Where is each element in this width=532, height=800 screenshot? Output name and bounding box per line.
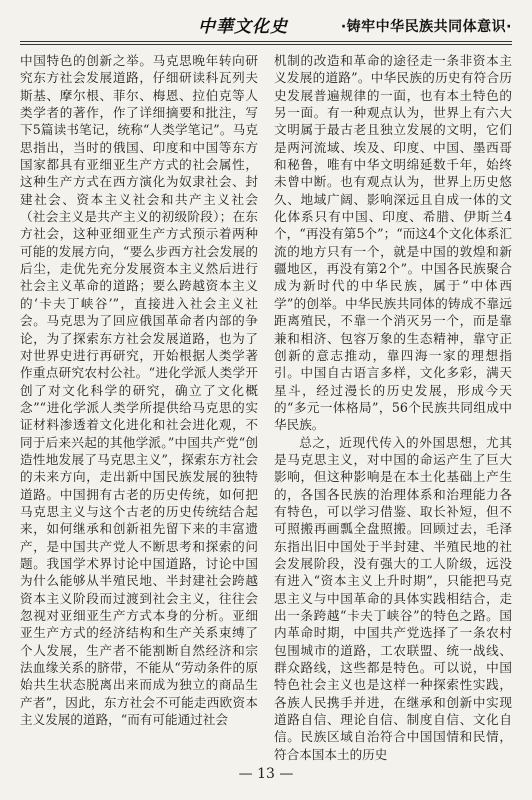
journal-logo: 中華文化史	[198, 17, 288, 37]
page-header	[20, 10, 512, 44]
right-paragraph-1: 机制的改造和革命的途径走一条非资本主义发展的道路”。中华民族的历史有符合历史发展普遍规律的一面，也有本土特色的另一面。有一种观点认为，世界上有六大文明属于最古老且独立发展的文明，它们是两河流域、埃及、印度、中国、墨西哥和秘鲁，唯有中华文明绵延数千年，始终未曾中断。也有观点认为，世界上历史悠久、地域广阔、影响深远且自成一体的文化体系只有中国、印度、希腊、伊斯兰4个，“再没有第5个”；“而这4个文化体系汇流的地方只有一个，就是中国的敦煌和新疆地区，再没有第2个”。中国各民族聚合成为新时代的中华民族，属于“中体西学”的创举。中华民族共同体的铸成不靠远距离殖民，不靠一个消灭另一个，而是靠兼和相济、包容万象的生态精神，靠守正创新的意志推动，靠四海一家的理想指引。中国自古语言多样，文化多彩，满天星斗，经过漫长的历史发展，形成今天的“多元一体格局”，56个民族共同组成中华民族。	[274, 53, 512, 433]
header-rule-bottom	[20, 44, 512, 45]
right-paragraph-2: 总之，近现代传入的外国思想，尤其是马克思主义，对中国的命运产生了巨大影响，但这种影响是在本土化基础上产生的，各国各民族的治理体系和治理能力各有特色，可以学习借鉴、取长补短，但不可照搬再画瓢全盘照搬。回顾过去，毛泽东指出旧中国处于半封建、半殖民地的社会发展阶段，没有强大的工人阶级，远没有进入“资本主义上升时期”，只能把马克思主义与中国革命的具体实践相结合，走出一条跨越“卡夫丁峡谷”的特色之路。国内革命时期，中国共产党选择了一条农村包围城市的道路，工农联盟、统一战线、群众路线，这些都是特色。可以说，中国特色社会主义也是这样一种探索性实践，各族人民携手并进，在继承和创新中实现道路自信、理论自信、制度自信、文化自信。民族区域自治符合中国国情和民情，符合本国本土的历史	[274, 434, 512, 762]
left-column	[20, 52, 258, 762]
page-number: — 13 —	[238, 766, 294, 782]
left-paragraph-1: 中国特色的创新之举。马克思晚年转向研究东方社会发展道路，仔细研读科瓦列夫斯基、摩尔根、菲尔、梅恩、拉伯克等人类学者的著作，作了详细摘要和批注，写下5篇读书笔记，统称“人类学笔记”。马克思指出，当时的俄国、印度和中国等东方国家都具有亚细亚生产方式的社会属性，这种生产方式在西方演化为奴隶社会、封建社会、资本主义社会和共产主义社会（社会主义是共产主义的初级阶段）；在东方社会，这种亚细亚生产方式预示着两种可能的发展方向，“要么步西方社会发展的后尘，走优先充分发展资本主义然后进行社会主义革命的道路；要么跨越资本主义的‘卡夫丁峡谷’”，直接进入社会主义社会。马克思为了回应俄国革命者内部的争论，为了探索东方社会发展道路，也为了对世界史进行再研究，开始根据人类学著作重点研究农村公社。“进化学派人类学开创了对文化科学的研究，确立了文化概念”“进化学派人类学所提供给马克思的实证材料渗透着文化进化和社会进化观，不同于后来兴起的其他学派。”中国共产党“创造性地发展了马克思主义”，探索东方社会的未来方向，走出新中国民族发展的独特道路。中国拥有古老的历史传统，如何把马克思主义与这个古老的历史传统结合起来，如何继承和创新祖先留下来的丰富遗产，是中国共产党人不断思考和探索的问题。我国学术界讨论中国道路，讨论中国为什么能够从半殖民地、半封建社会跨越资本主义阶段而过渡到社会主义，往往会忽视对亚细亚生产方式本身的分析。亚细亚生产方式的经济结构和生产关系束缚了个人发展，生产者不能割断自然经济和宗法血缘关系的脐带，不能从“劳动条件的原始共生状态脱离出来而成为独立的商品生产者”，因此，东方社会不可能走西欧资本主义发展的道路，“而有可能通过社会	[20, 53, 258, 728]
right-column	[274, 52, 512, 762]
article-body	[20, 52, 512, 762]
header-rule-top	[20, 41, 512, 42]
column-title: ·铸牢中华民族共同体意识·	[340, 19, 512, 35]
